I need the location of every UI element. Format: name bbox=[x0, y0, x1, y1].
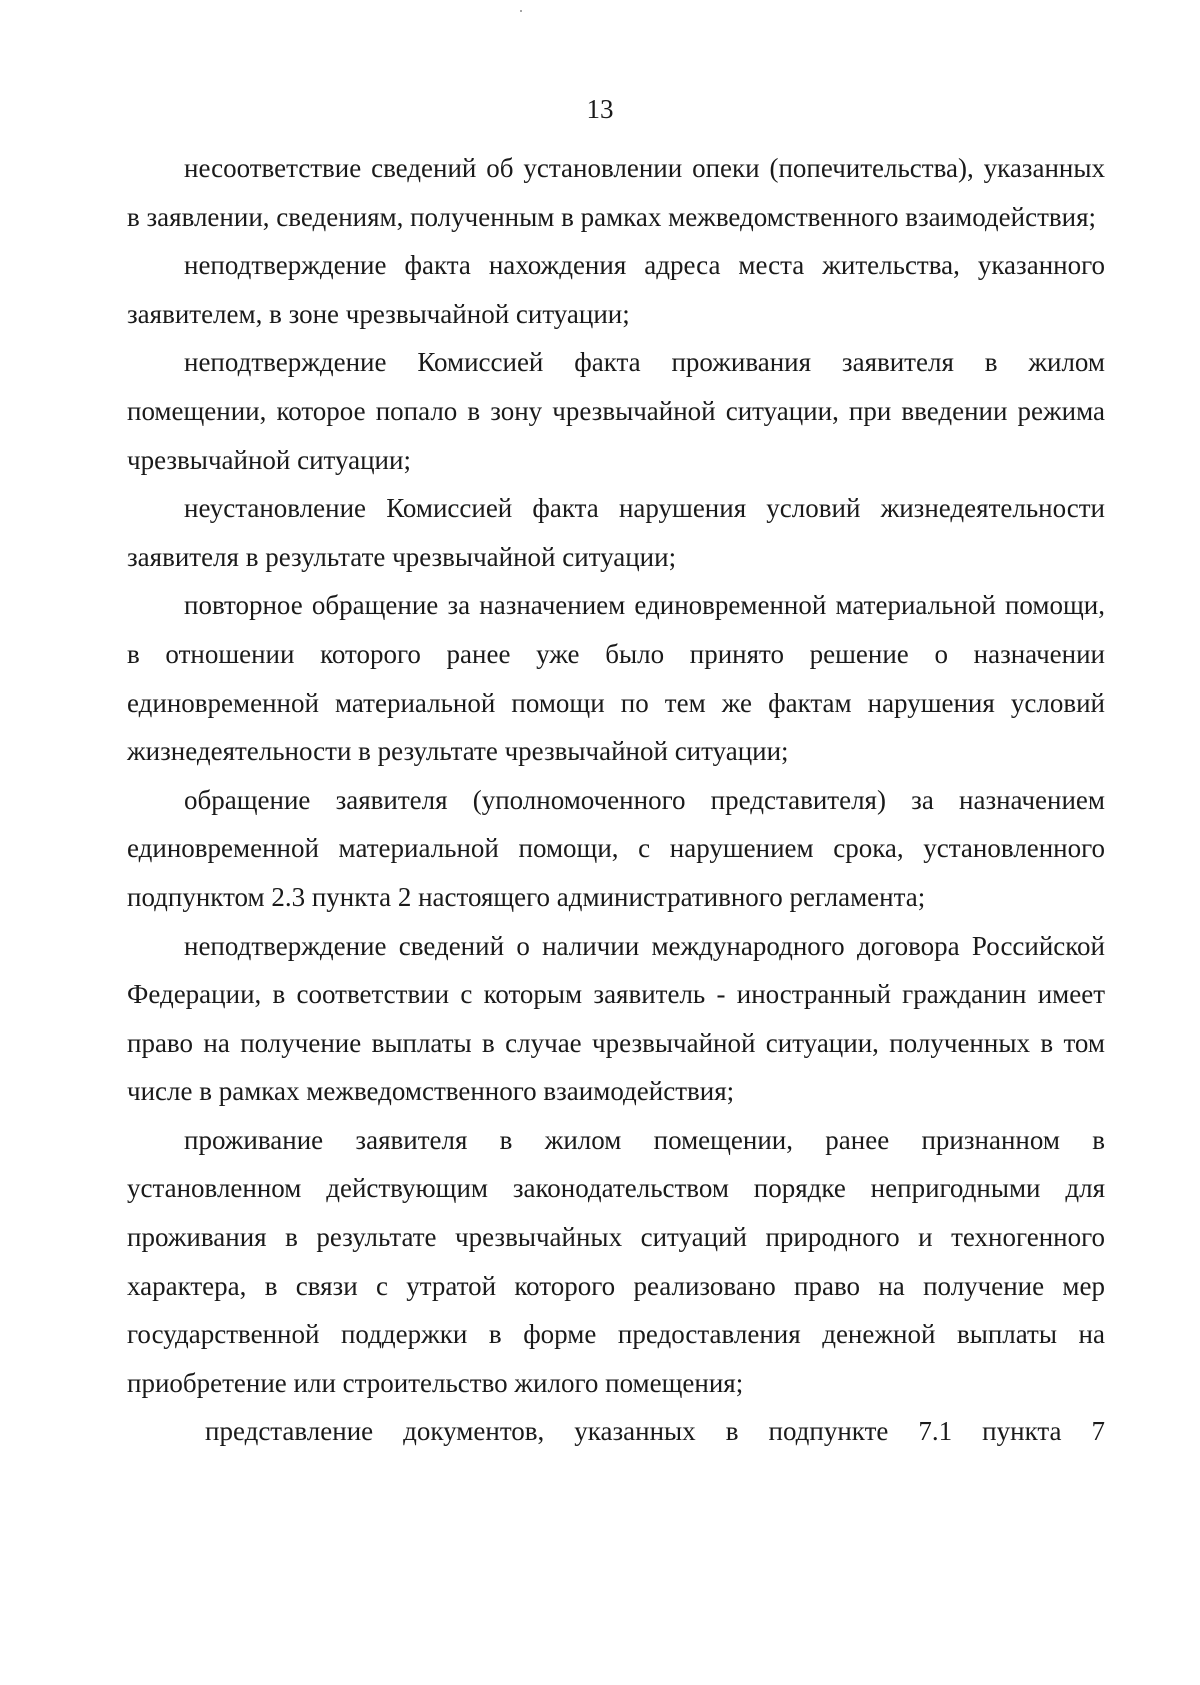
scan-speck bbox=[520, 10, 522, 12]
paragraph-residence-not-confirmed: неподтверждение Комиссией факта проживания заявителя в жилом помещении, которое попало в зону чрезвычайной ситуации, при введении режима чрезвычайной ситуации; bbox=[127, 347, 1105, 475]
paragraph-previous-support: проживание заявителя в жилом помещении, ранее признанном в установленном действующим законодательством порядке непригодными для проживания в результате чрезвычайных ситуаций природного и техногенного характера, в связи с утратой которого реализовано право на получение мер государственной поддержки в форме предоставления денежной выплаты на приобретение или строительство жилого помещения; bbox=[127, 1124, 1105, 1398]
paragraph-address-not-confirmed: неподтверждение факта нахождения адреса места жительства, указанного заявителем, в зоне чрезвычайной ситуации; bbox=[127, 250, 1105, 329]
page-number: 13 bbox=[586, 94, 614, 124]
paragraph-deadline-violation: обращение заявителя (уполномоченного представителя) за назначением единовременной материальной помощи, с нарушением срока, установленного подпунктом 2.3 пункта 2 настоящего административного регламента; bbox=[127, 784, 1105, 912]
paragraph-international-treaty: неподтверждение сведений о наличии международного договора Российской Федерации, в соответствии с которым заявитель - иностранный гражданин имеет право на получение выплаты в случае чрезвычайной ситуации, полученных в том числе в рамках межведомственного взаимодействия; bbox=[127, 930, 1105, 1107]
paragraph-conditions-not-established: неустановление Комиссией факта нарушения условий жизнедеятельности заявителя в результате чрезвычайной ситуации; bbox=[127, 493, 1105, 572]
paragraph-custody-mismatch: несоответствие сведений об установлении опеки (попечительства), указанных в заявлении, сведениям, полученным в рамках межведомственного взаимодействия; bbox=[127, 153, 1105, 232]
paragraph-repeated-application: повторное обращение за назначением единовременной материальной помощи, в отношении которого ранее уже было принято решение о назначении единовременной материальной помощи по тем же фактам нарушения условий жизнедеятельности в результате чрезвычайной ситуации; bbox=[127, 590, 1105, 767]
body-text bbox=[127, 144, 1105, 1456]
paragraph-documents-submission: представление документов, указанных в подпункте 7.1 пункта 7 bbox=[205, 1416, 1105, 1447]
